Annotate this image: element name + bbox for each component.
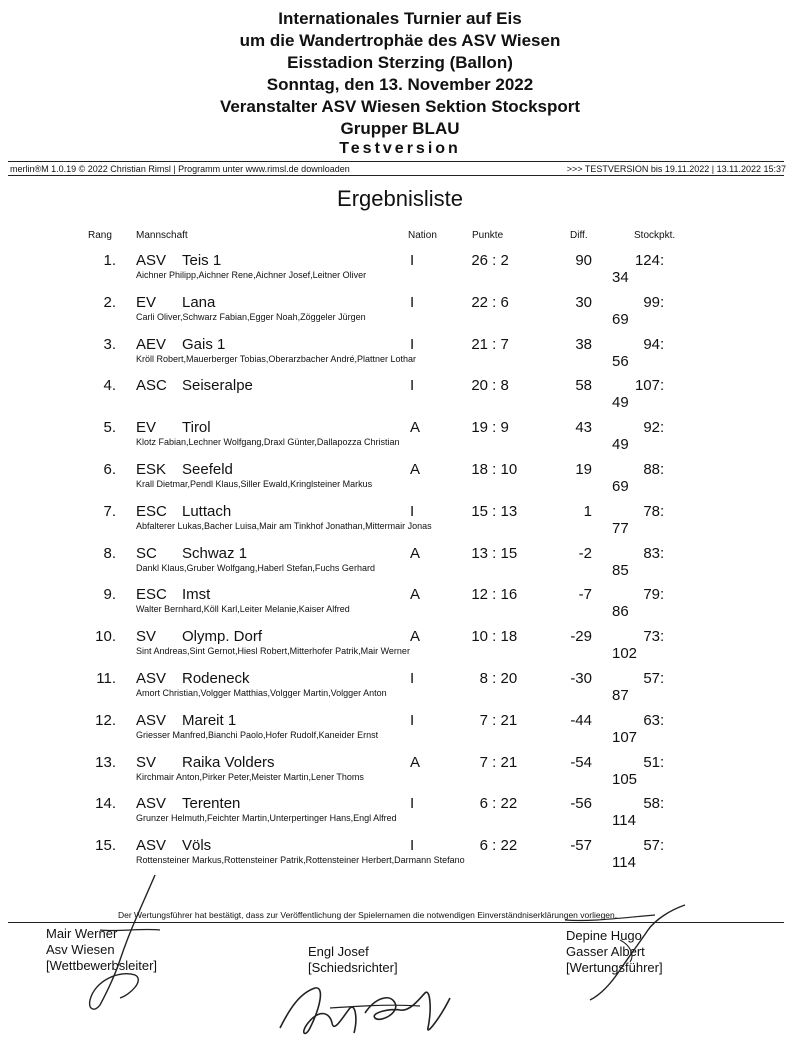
row-stock-points: 57: 87 bbox=[612, 670, 665, 704]
row-points-lost: 15 bbox=[500, 544, 518, 562]
row-points-won: 7 bbox=[479, 711, 488, 729]
row-players: Carli Oliver,Schwarz Fabian,Egger Noah,Zöggeler Jürgen bbox=[136, 311, 366, 322]
row-stock-lost: 105 bbox=[612, 770, 638, 788]
row-stock-points: 83: 85 bbox=[612, 544, 665, 579]
row-club-abbr: ASV bbox=[136, 670, 167, 687]
row-stock-won: 83 bbox=[643, 544, 660, 562]
row-points-lost: 20 bbox=[500, 670, 518, 687]
row-stock-won: 58 bbox=[643, 795, 660, 813]
row-nation: A bbox=[410, 419, 421, 437]
row-rank: 1. bbox=[103, 252, 116, 269]
row-stock-won: 79 bbox=[643, 586, 660, 604]
row-points-won: 19 bbox=[471, 419, 488, 437]
row-rank: 8. bbox=[103, 544, 116, 562]
row-nation: A bbox=[410, 544, 421, 562]
table-row bbox=[0, 419, 800, 461]
row-points-won: 10 bbox=[471, 628, 488, 646]
row-club-abbr: EV bbox=[136, 293, 157, 311]
row-points-lost: 16 bbox=[500, 586, 518, 604]
row-players: Aichner Philipp,Aichner Rene,Aichner Josef,Leitner Oliver bbox=[136, 270, 367, 280]
row-team-name: Luttach bbox=[182, 502, 232, 520]
row-stock-lost: 77 bbox=[612, 519, 629, 537]
test-version-label: Testversion bbox=[339, 140, 461, 157]
row-points-won: 6 bbox=[479, 795, 488, 813]
row-points-lost: 8 bbox=[500, 377, 509, 395]
row-diff: 90 bbox=[575, 252, 592, 269]
col-rang: Rang bbox=[88, 230, 112, 241]
row-stock-points: 78: 77 bbox=[612, 502, 665, 537]
meta-right: >>> TESTVERSION bis 19.11.2022 | 13.11.2022 15:37 bbox=[566, 164, 786, 174]
col-punkte: Punkte bbox=[472, 230, 504, 241]
row-team-name: Raika Volders bbox=[182, 753, 275, 771]
row-club-abbr: ESC bbox=[136, 586, 167, 604]
row-diff: -57 bbox=[570, 837, 592, 855]
row-stock-won: 57 bbox=[643, 670, 660, 687]
row-diff: 19 bbox=[575, 461, 592, 478]
row-stock-lost: 56 bbox=[612, 352, 629, 370]
row-stock-lost: 102 bbox=[612, 645, 638, 663]
row-nation: A bbox=[410, 628, 421, 646]
row-stock-lost: 49 bbox=[612, 436, 629, 454]
table-row bbox=[0, 252, 800, 294]
row-players: Grunzer Helmuth,Feichter Martin,Unterpertinger Hans,Engl Alfred bbox=[136, 813, 397, 824]
row-nation: I bbox=[410, 293, 415, 311]
row-points-lost: 21 bbox=[500, 711, 518, 729]
row-rank: 12. bbox=[95, 711, 116, 729]
row-club-abbr: ASV bbox=[136, 252, 167, 269]
sig-left-name: Mair Werner bbox=[46, 926, 118, 941]
row-team-name: Lana bbox=[182, 293, 216, 311]
row-team-name: Schwaz 1 bbox=[182, 544, 248, 562]
row-stock-points: 73: 102 bbox=[612, 628, 665, 663]
row-points-lost: 10 bbox=[500, 461, 518, 478]
row-club-abbr: ASV bbox=[136, 795, 167, 813]
row-players: Kröll Robert,Mauerberger Tobias,Oberarzbacher André,Plattner Lothar bbox=[136, 353, 416, 364]
row-stock-won: 107 bbox=[634, 377, 660, 395]
row-team-name: Teis 1 bbox=[182, 252, 222, 269]
row-stock-won: 51 bbox=[643, 753, 660, 771]
row-stock-lost: 85 bbox=[612, 561, 629, 579]
row-players: Krall Dietmar,Pendl Klaus,Siller Ewald,Kringlsteiner Markus bbox=[136, 479, 373, 489]
row-nation: I bbox=[410, 377, 415, 395]
row-points: 7 : 21 bbox=[438, 754, 542, 771]
row-club-abbr: SV bbox=[136, 628, 157, 646]
signature-scribble-right bbox=[560, 900, 700, 1010]
row-points-won: 6 bbox=[479, 837, 488, 855]
row-stock-points: 57: 114 bbox=[612, 837, 665, 872]
row-points: 10 : 18 bbox=[438, 628, 542, 645]
row-club-abbr: ASV bbox=[136, 711, 167, 729]
row-team-name: Terenten bbox=[182, 795, 241, 813]
row-stock-lost: 86 bbox=[612, 603, 629, 621]
row-players: Abfalterer Lukas,Bacher Luisa,Mair am Tinkhof Jonathan,Mittermair Jonas bbox=[136, 520, 432, 531]
list-title: Ergebnisliste bbox=[337, 186, 463, 211]
row-nation: I bbox=[410, 670, 415, 687]
row-points: 18 : 10 bbox=[438, 461, 542, 478]
row-stock-points: 94: 56 bbox=[612, 335, 665, 370]
row-points-won: 7 bbox=[479, 753, 488, 771]
header-line-5: Veranstalter ASV Wiesen Sektion Stocksport bbox=[219, 97, 581, 116]
table-row bbox=[0, 377, 800, 419]
row-diff: -44 bbox=[570, 711, 592, 729]
row-stock-lost: 87 bbox=[612, 687, 629, 704]
row-points: 6 : 22 bbox=[438, 795, 542, 812]
row-rank: 10. bbox=[95, 628, 116, 646]
row-points: 15 : 13 bbox=[438, 503, 542, 520]
row-points-won: 22 bbox=[471, 293, 488, 311]
row-nation: I bbox=[410, 335, 415, 353]
row-stock-lost: 107 bbox=[612, 728, 638, 746]
row-stock-won: 94 bbox=[643, 335, 660, 353]
col-mannschaft: Mannschaft bbox=[136, 230, 188, 241]
sig-right-role: [Wertungsführer] bbox=[566, 960, 663, 975]
row-players: Kirchmair Anton,Pirker Peter,Meister Martin,Lener Thoms bbox=[136, 771, 364, 782]
sig-right-name: Depine Hugo bbox=[566, 928, 642, 943]
row-points-won: 8 bbox=[479, 670, 488, 687]
table-row bbox=[0, 670, 800, 712]
row-stock-points: 63: 107 bbox=[612, 711, 665, 746]
row-stock-won: 78 bbox=[643, 502, 660, 520]
row-rank: 2. bbox=[103, 293, 116, 311]
row-stock-lost: 114 bbox=[612, 854, 636, 872]
row-diff: -56 bbox=[570, 795, 592, 813]
row-points-won: 15 bbox=[471, 502, 488, 520]
row-club-abbr: AEV bbox=[136, 335, 167, 353]
row-points-won: 26 bbox=[471, 252, 488, 269]
table-row bbox=[0, 795, 800, 837]
table-row bbox=[0, 586, 800, 628]
row-nation: I bbox=[410, 502, 415, 520]
row-club-abbr: SV bbox=[136, 753, 157, 771]
table-row bbox=[0, 503, 800, 545]
row-stock-points: 88: 69 bbox=[612, 461, 665, 495]
row-team-name: Rodeneck bbox=[182, 670, 250, 687]
row-diff: -2 bbox=[578, 544, 592, 562]
row-points-lost: 9 bbox=[500, 419, 509, 437]
row-team-name: Völs bbox=[182, 837, 212, 855]
row-stock-lost: 114 bbox=[612, 812, 636, 830]
row-diff: -30 bbox=[570, 670, 592, 687]
row-points: 7 : 21 bbox=[438, 712, 542, 729]
row-stock-points: 79: 86 bbox=[612, 586, 665, 621]
row-club-abbr: ESK bbox=[136, 461, 167, 478]
row-club-abbr: EV bbox=[136, 419, 157, 437]
meta-left: merlin®M 1.0.19 © 2022 Christian Rimsl | Programm unter www.rimsl.de downloaden bbox=[10, 164, 350, 174]
row-points-lost: 6 bbox=[500, 293, 509, 311]
header-line-2: um die Wandertrophäe des ASV Wiesen bbox=[239, 31, 561, 50]
row-rank: 15. bbox=[95, 837, 116, 855]
row-rank: 11. bbox=[96, 670, 116, 687]
row-players: Sint Andreas,Sint Gernot,Hiesl Robert,Mitterhofer Patrik,Mair Werner bbox=[136, 646, 410, 657]
row-points-lost: 13 bbox=[500, 502, 518, 520]
row-diff: 38 bbox=[575, 335, 592, 353]
row-diff: -54 bbox=[570, 753, 592, 771]
row-points-won: 13 bbox=[471, 544, 488, 562]
row-stock-won: 124 bbox=[634, 252, 660, 269]
row-points-won: 21 bbox=[471, 335, 488, 353]
row-points-won: 20 bbox=[471, 377, 488, 395]
row-stock-won: 92 bbox=[643, 419, 660, 437]
row-points-lost: 2 bbox=[500, 252, 509, 269]
row-rank: 5. bbox=[103, 419, 116, 437]
row-points-lost: 21 bbox=[500, 753, 518, 771]
row-players: Dankl Klaus,Gruber Wolfgang,Haberl Stefan,Fuchs Gerhard bbox=[136, 562, 375, 573]
row-points-lost: 7 bbox=[500, 335, 509, 353]
row-players: Klotz Fabian,Lechner Wolfgang,Draxl Günter,Dallapozza Christian bbox=[136, 437, 400, 448]
row-stock-lost: 69 bbox=[612, 310, 629, 328]
row-points: 13 : 15 bbox=[438, 545, 542, 562]
row-nation: I bbox=[410, 711, 415, 729]
row-stock-points: 58: 114 bbox=[612, 795, 665, 830]
row-nation: I bbox=[410, 795, 415, 813]
row-club-abbr: ASV bbox=[136, 837, 167, 855]
row-team-name: Mareit 1 bbox=[182, 711, 237, 729]
row-team-name: Olymp. Dorf bbox=[182, 628, 263, 646]
row-points-lost: 22 bbox=[500, 795, 518, 813]
header-line-6: Grupper BLAU bbox=[340, 119, 460, 138]
table-row bbox=[0, 628, 800, 670]
row-rank: 6. bbox=[103, 461, 116, 478]
row-rank: 13. bbox=[95, 753, 116, 771]
row-stock-points: 107: 49 bbox=[612, 377, 665, 412]
row-points: 20 : 8 bbox=[438, 377, 542, 394]
row-points-lost: 18 bbox=[500, 628, 518, 646]
row-rank: 7. bbox=[103, 502, 116, 520]
row-nation: A bbox=[410, 753, 421, 771]
sig-right-name2: Gasser Albert bbox=[566, 944, 645, 959]
row-points: 8 : 20 bbox=[438, 670, 542, 687]
header-line-1: Internationales Turnier auf Eis bbox=[278, 9, 522, 28]
row-stock-lost: 49 bbox=[612, 394, 629, 412]
sig-middle-name: Engl Josef bbox=[308, 944, 369, 959]
row-nation: I bbox=[410, 837, 415, 855]
row-stock-lost: 34 bbox=[612, 269, 629, 286]
row-points: 6 : 22 bbox=[438, 837, 542, 854]
table-row bbox=[0, 294, 800, 336]
row-points-won: 12 bbox=[471, 586, 488, 604]
row-team-name: Gais 1 bbox=[182, 335, 226, 353]
row-players: Walter Bernhard,Köll Karl,Leiter Melanie,Kaiser Alfred bbox=[136, 604, 350, 615]
signature-middle bbox=[308, 944, 398, 976]
row-club-abbr: ESC bbox=[136, 502, 167, 520]
row-stock-won: 88 bbox=[643, 461, 660, 478]
row-diff: -29 bbox=[570, 628, 592, 646]
row-team-name: Imst bbox=[182, 586, 211, 604]
row-team-name: Seefeld bbox=[182, 461, 233, 478]
row-diff: 1 bbox=[583, 502, 592, 520]
table-row bbox=[0, 545, 800, 587]
row-players: Griesser Manfred,Bianchi Paolo,Hofer Rudolf,Kaneider Ernst bbox=[136, 729, 379, 740]
sig-left-club: Asv Wiesen bbox=[46, 942, 115, 957]
col-stockpkt: Stockpkt. bbox=[634, 230, 676, 241]
row-points: 26 : 2 bbox=[438, 252, 542, 269]
row-diff: 43 bbox=[575, 419, 592, 437]
row-players: Amort Christian,Volgger Matthias,Volgger Martin,Volgger Anton bbox=[136, 688, 387, 698]
row-rank: 3. bbox=[103, 335, 116, 353]
row-points: 19 : 9 bbox=[438, 419, 542, 436]
row-rank: 14. bbox=[95, 795, 116, 813]
row-points-lost: 22 bbox=[500, 837, 518, 855]
row-diff: 58 bbox=[575, 377, 592, 395]
row-nation: A bbox=[410, 461, 421, 478]
signature-scribble-middle bbox=[270, 978, 460, 1048]
header-line-3: Eisstadion Sterzing (Ballon) bbox=[287, 53, 513, 72]
row-points: 22 : 6 bbox=[438, 294, 542, 311]
table-row bbox=[0, 754, 800, 796]
row-points: 12 : 16 bbox=[438, 586, 542, 603]
row-stock-lost: 69 bbox=[612, 478, 629, 495]
signature-scribble-left bbox=[60, 870, 180, 1030]
header-line-4: Sonntag, den 13. November 2022 bbox=[266, 75, 534, 94]
row-rank: 4. bbox=[103, 377, 116, 395]
row-nation: A bbox=[410, 586, 421, 604]
row-nation: I bbox=[410, 252, 415, 269]
row-club-abbr: SC bbox=[136, 544, 157, 562]
col-nation: Nation bbox=[408, 230, 437, 241]
row-rank: 9. bbox=[103, 586, 116, 604]
header-divider bbox=[8, 161, 784, 162]
sig-left-role: [Wettbewerbsleiter] bbox=[46, 958, 158, 973]
row-points-won: 18 bbox=[471, 461, 488, 478]
row-stock-points: 99: 69 bbox=[612, 293, 665, 328]
table-row bbox=[0, 712, 800, 754]
sig-middle-role: [Schiedsrichter] bbox=[308, 960, 398, 975]
row-club-abbr: ASC bbox=[136, 377, 167, 395]
row-diff: -7 bbox=[578, 586, 592, 604]
row-stock-points: 92: 49 bbox=[612, 419, 665, 454]
row-stock-points: 51: 105 bbox=[612, 753, 665, 788]
row-stock-points: 124: 34 bbox=[612, 252, 665, 286]
row-stock-won: 63 bbox=[643, 711, 660, 729]
row-stock-won: 99 bbox=[643, 293, 660, 311]
table-row bbox=[0, 336, 800, 378]
row-points: 21 : 7 bbox=[438, 336, 542, 353]
table-row bbox=[0, 461, 800, 503]
footnote: Der Wertungsführer hat bestätigt, dass zur Veröffentlichung der Spielernamen die notwendigen Einverständniserklärungen vorliegen. bbox=[118, 910, 618, 920]
row-team-name: Tirol bbox=[182, 419, 211, 437]
row-stock-won: 73 bbox=[643, 628, 660, 646]
row-team-name: Seiseralpe bbox=[182, 377, 253, 395]
col-diff: Diff. bbox=[570, 230, 588, 241]
row-players: Rottensteiner Markus,Rottensteiner Patrik,Rottensteiner Herbert,Darmann Stefano bbox=[136, 855, 465, 866]
row-stock-won: 57 bbox=[643, 837, 660, 855]
meta-divider bbox=[8, 175, 784, 176]
row-diff: 30 bbox=[575, 293, 592, 311]
